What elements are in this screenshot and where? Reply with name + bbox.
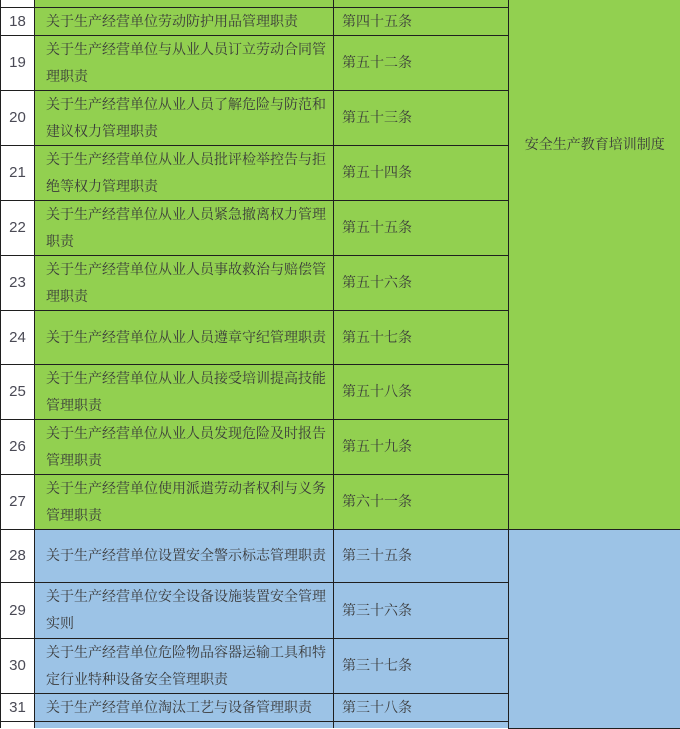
article-cell[interactable]: 第三十五条 (334, 529, 509, 582)
article-cell[interactable]: 第五十九条 (334, 419, 509, 474)
row-number-cell[interactable]: 20 (1, 90, 35, 145)
description-cell[interactable]: 关于生产经营单位从业人员接受培训提高技能管理职责 (35, 364, 334, 419)
description-cell[interactable]: 关于生产经营单位从业人员发现危险及时报告管理职责 (35, 419, 334, 474)
article-cell[interactable]: 第五十二条 (334, 35, 509, 90)
row-number-cell[interactable] (1, 721, 35, 728)
description-cell[interactable]: 关于生产经营单位安全设备设施装置安全管理实则 (35, 582, 334, 638)
row-number-cell[interactable]: 28 (1, 529, 35, 582)
row-number-cell[interactable]: 26 (1, 419, 35, 474)
row-number-cell[interactable]: 19 (1, 35, 35, 90)
article-cell[interactable] (334, 0, 509, 7)
article-cell[interactable]: 第五十八条 (334, 364, 509, 419)
row-number-cell[interactable]: 18 (1, 7, 35, 35)
article-cell[interactable] (334, 721, 509, 728)
description-cell[interactable]: 关于生产经营单位设置安全警示标志管理职责 (35, 529, 334, 582)
article-cell[interactable]: 第五十三条 (334, 90, 509, 145)
description-cell[interactable]: 关于生产经营单位使用派遣劳动者权利与义务管理职责 (35, 474, 334, 529)
row-number-cell[interactable] (1, 0, 35, 7)
description-cell[interactable] (35, 0, 334, 7)
row-number-cell[interactable]: 22 (1, 200, 35, 255)
row-number-cell[interactable]: 24 (1, 310, 35, 364)
description-cell[interactable]: 关于生产经营单位危险物品容器运输工具和特定行业特种设备安全管理职责 (35, 638, 334, 693)
row-number-cell[interactable]: 29 (1, 582, 35, 638)
article-cell[interactable]: 第三十七条 (334, 638, 509, 693)
article-cell[interactable]: 第五十七条 (334, 310, 509, 364)
description-cell[interactable]: 关于生产经营单位从业人员事故救治与赔偿管理职责 (35, 255, 334, 310)
article-cell[interactable]: 第五十六条 (334, 255, 509, 310)
category-label: 安全生产教育培训制度 (509, 131, 680, 158)
row-number-cell[interactable]: 30 (1, 638, 35, 693)
row-number-cell[interactable]: 21 (1, 145, 35, 200)
category-cell-blue[interactable] (509, 529, 680, 728)
description-cell[interactable]: 关于生产经营单位淘汰工艺与设备管理职责 (35, 693, 334, 721)
article-cell[interactable]: 第六十一条 (334, 474, 509, 529)
description-cell[interactable]: 关于生产经营单位从业人员批评检举控告与拒绝等权力管理职责 (35, 145, 334, 200)
row-number-cell[interactable]: 31 (1, 693, 35, 721)
row-number-cell[interactable]: 25 (1, 364, 35, 419)
article-cell[interactable]: 第三十八条 (334, 693, 509, 721)
category-cell-green[interactable] (509, 0, 680, 529)
article-cell[interactable]: 第五十四条 (334, 145, 509, 200)
row-number-cell[interactable]: 27 (1, 474, 35, 529)
row-number-cell[interactable]: 23 (1, 255, 35, 310)
article-cell[interactable]: 第三十六条 (334, 582, 509, 638)
table-row (1, 529, 680, 582)
description-cell[interactable]: 关于生产经营单位从业人员了解危险与防范和建议权力管理职责 (35, 90, 334, 145)
description-cell[interactable]: 关于生产经营单位从业人员遵章守纪管理职责 (35, 310, 334, 364)
description-cell[interactable]: 关于生产经营单位与从业人员订立劳动合同管理职责 (35, 35, 334, 90)
description-cell[interactable]: 关于生产经营单位劳动防护用品管理职责 (35, 7, 334, 35)
description-cell[interactable]: 关于生产经营单位从业人员紧急撤离权力管理职责 (35, 200, 334, 255)
table-row-partial-top (1, 0, 680, 7)
description-cell[interactable] (35, 721, 334, 728)
article-cell[interactable]: 第四十五条 (334, 7, 509, 35)
article-cell[interactable]: 第五十五条 (334, 200, 509, 255)
